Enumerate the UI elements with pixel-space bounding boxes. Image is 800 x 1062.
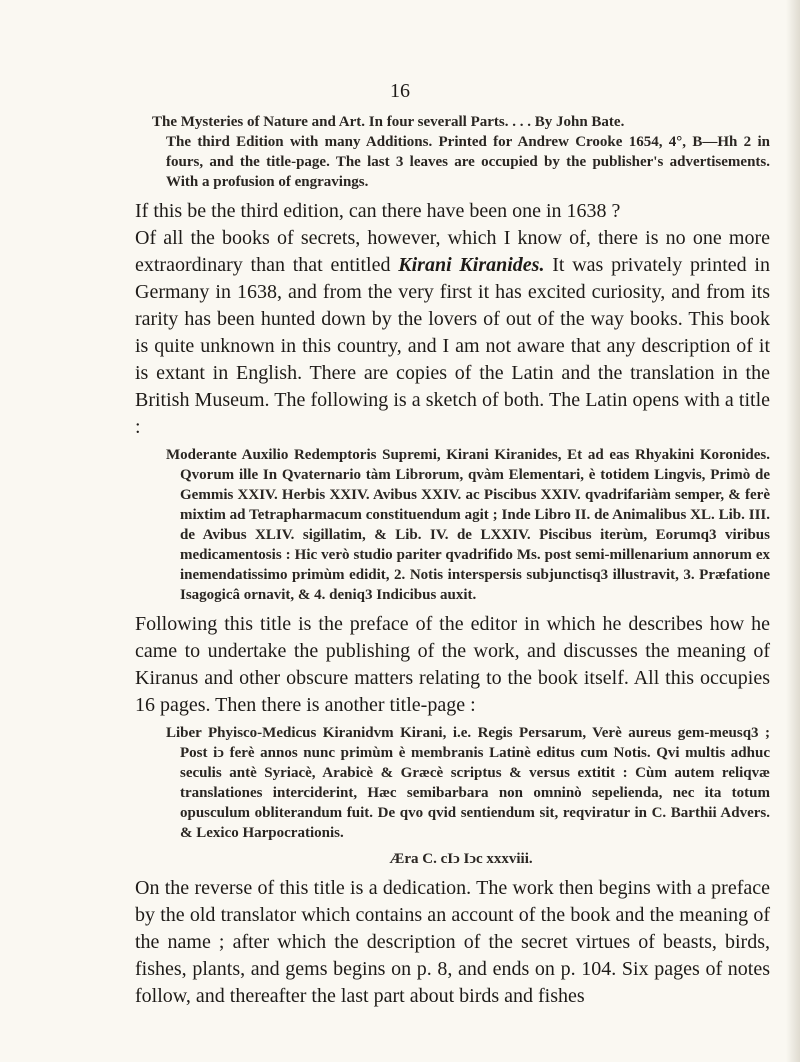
entry-title-line: The Mysteries of Nature and Art. In four severall Parts. . . . By John Bate.: [152, 114, 625, 130]
para2-after: It was privately printed in Germany in 1638, and from the very first it has excited curiosity, and from its rarity has been hunted down by the lovers of out of the way books. This book is quite unknown in this country, and I am not aware that any description of it is extant in English. There are copies of the Latin and the translation in the British Museum. The following is a sketch of both. The Latin opens with a title :: [135, 254, 770, 438]
paragraph-reverse: On the reverse of this title is a dedication. The work then begins with a preface by the old translator which contains an account of the book and the meaning of the name ; after which the description of the secret virtues of beasts, birds, fishes, plants, and gems begins on p. 8, and ends on p. 104. Six pages of notes follow, and thereafter the last part about birds and fishes: [135, 877, 770, 1007]
book-title-italic: Kirani Kiranides.: [398, 254, 545, 276]
latin-title-quote: Moderante Auxilio Redemptoris Supremi, Kirani Kiranides, Et ad eas Rhyakini Koronides. Qvorum ille In Qvaternario tàm Librorum, qvàm Elementari, è totidem Lingvis, Primò de Gemmis XXIV. Herbis XXIV. Avibus XXIV. ac Piscibus XXIV. qvadrifariàm semper, & ferè mixtim ad Tetrapharmacum constituendum agit ; Inde Libro II. de Animalibus XL. Lib. III. de Avibus XLIV. sigillatim, & Lib. IV. de LXXIV. Piscibus iterùm, Eorumq3 viribus medicamentosis : Hic verò studio pariter qvadrifido Ms. post semi-millenarium annorum ex inemendatissimo primùm edidit, 2. Notis interspersis subjunctisq3 illustravit, 3. Præfatione Isagogicâ ornavit, & 4. deniq3 Indicibus auxit.: [166, 447, 770, 603]
entry-details: The third Edition with many Additions. Printed for Andrew Crooke 1654, 4°, B—Hh 2 in fours, and the title-page. The last 3 leaves are occupied by the publisher's advertisements. With a profusion of engravings.: [166, 134, 770, 190]
body-text-2: [135, 611, 770, 719]
page-edge-shadow: [786, 0, 800, 1062]
aera-date: Æra C. cIↄ Iↄc xxxviii.: [389, 851, 533, 867]
bibliographic-entry: [152, 112, 770, 192]
body-text-1: [135, 198, 770, 441]
para2-before: Of all the books of secrets, however, which I know of, there is no one more extraordinary than that entitled: [135, 227, 770, 276]
liber-title-quote: Liber Phyisco-Medicus Kiranidvm Kirani, i.e. Regis Persarum, Verè aureus gem-meusq3 ; Post iↄ ferè annos nunc primùm è membranis Latinè editus cum Notis. Qvi multis adhuc seculis antè Syriacè, Arabicè & Græcè scriptus & versus extitit : Cùm autem reliqvæ translationes interciderint, Hæc semibarbara non omninò sepelienda, nec ita totum opusculum obliterandum fuit. De qvo qvid sentiendum sit, reqviratur in C. Barthii Advers. & Lexico Harpocrationis.: [166, 725, 770, 841]
page-number: 16: [390, 80, 410, 102]
page-content: [135, 112, 770, 1010]
paragraph-question: If this be the third edition, can there have been one in 1638 ?: [135, 200, 621, 222]
paragraph-kiranides: [135, 225, 770, 441]
paragraph-preface: Following this title is the preface of the editor in which he describes how he came to undertake the publishing of the work, and discusses the meaning of Kiranus and other obscure matters relating to the book itself. All this occupies 16 pages. Then there is another title-page :: [135, 613, 770, 716]
body-text-3: [135, 875, 770, 1010]
